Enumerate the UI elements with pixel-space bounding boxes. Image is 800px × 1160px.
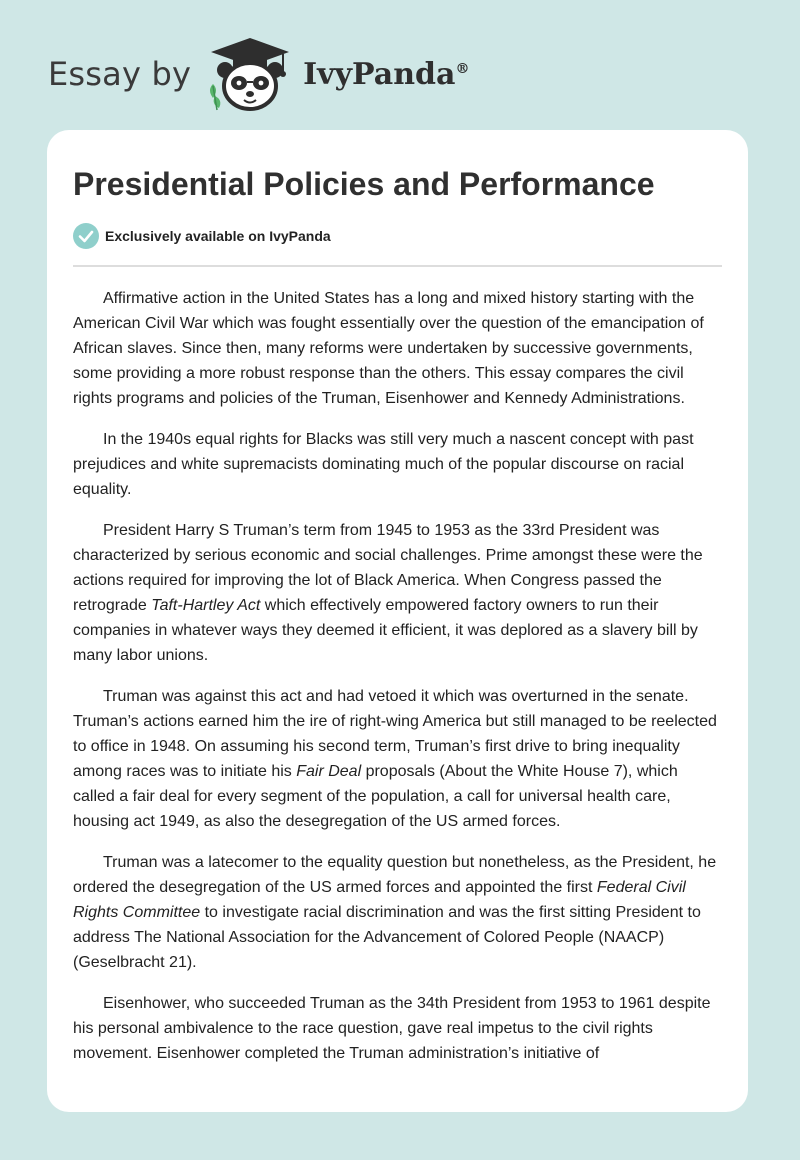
essay-card: [47, 130, 748, 1112]
act-title: Taft-Hartley Act: [151, 597, 261, 614]
page-title: Presidential Policies and Performance: [73, 166, 655, 202]
exclusive-badge: [73, 223, 722, 249]
trademark-symbol: ®: [455, 60, 470, 77]
paragraph: President Harry S Truman’s term from 1945 to 1953 as the 33rd President was characterized by serious economic and social challenges. Prime amongst these were the actions required for improving the lot of Black America. When Congress passed the retrograde Taft-Hartley Act which effectively empowered factory owners to run their companies in whatever ways they deemed it efficient, it was deplored as a slavery bill by many labor unions.: [73, 522, 703, 664]
essay-body: [73, 286, 722, 1066]
panda-graduate-icon[interactable]: [205, 36, 295, 112]
paragraph: Affirmative action in the United States has a long and mixed history starting with the American Civil War which was fought essentially over the question of the emancipation of African slaves. Since then, many reforms were undertaken by successive governments, some providing a more robust response than the others. This essay compares the civil rights programs and policies of the Truman, Eisenhower and Kennedy Administrations.: [73, 290, 704, 407]
paragraph: Eisenhower, who succeeded Truman as the 34th President from 1953 to 1961 despite his personal ambivalence to the race question, gave real impetus to the civil rights movement. Eisenhower completed the Truman administration’s initiative of: [73, 995, 711, 1062]
program-title: Fair Deal: [296, 763, 362, 780]
paragraph: Truman was a latecomer to the equality question but nonetheless, as the President, he ordered the desegregation of the US armed forces and appointed the first Federal Civil Rights Committee to investigate racial discrimination and was the first sitting President to address The National Association for the Advancement of Colored People (NAACP) (Geselbracht 21).: [73, 854, 717, 971]
divider: [73, 265, 722, 267]
committee-title: Federal Civil Rights Committee: [73, 879, 686, 921]
paragraph: In the 1940s equal rights for Blacks was still very much a nascent concept with past prejudices and white supremacists dominating much of the popular discourse on racial equality.: [73, 431, 694, 498]
paragraph: Truman was against this act and had vetoed it which was overturned in the senate. Truman’s actions earned him the ire of right-wing America but still managed to be reelected to office in 1948. On assuming his second term, Truman’s first drive to bring inequality among races was to initiate his Fair Deal proposals (About the White House 7), which called a fair deal for every segment of the population, a call for universal health care, housing act 1949, as also the desegregation of the US armed forces.: [73, 688, 717, 830]
exclusive-badge-label: Exclusively available on IvyPanda: [105, 228, 331, 244]
essay-by-label: Essay by: [48, 55, 192, 93]
brand-name[interactable]: IvyPanda®: [303, 56, 470, 92]
site-header: [48, 36, 469, 112]
check-circle-icon: [73, 223, 99, 249]
